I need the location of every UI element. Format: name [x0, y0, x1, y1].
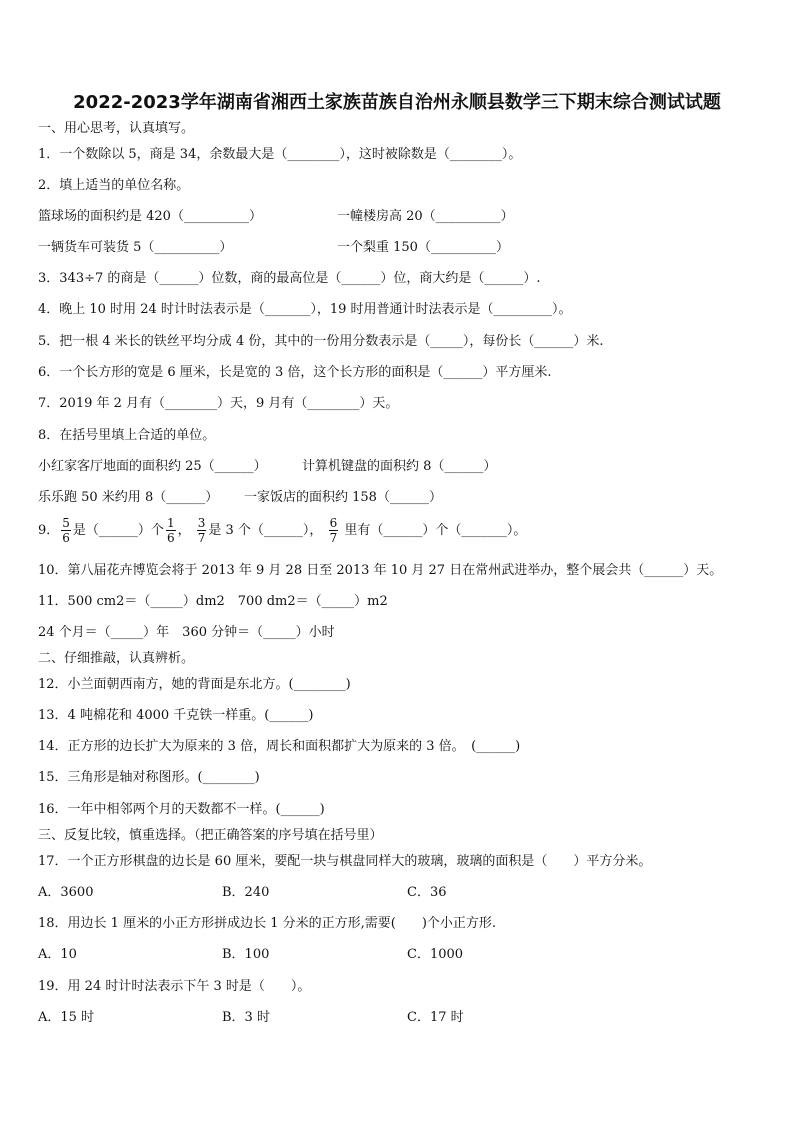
- section-1-heading: 一、用心思考，认真填写。: [38, 121, 195, 136]
- question-18: 18．用边长 1 厘米的小正方形拼成边长 1 分米的正方形,需要( )个小正方形.: [38, 916, 497, 931]
- fraction-5-6: $\frac{5}{6}$: [62, 516, 70, 545]
- question-8d: 一家饭店的面积约 158（______）: [244, 490, 442, 505]
- question-19-option-a: A．15 时: [38, 1010, 95, 1025]
- question-17: 17．一个正方形棋盘的边长是 60 厘米，要配一块与棋盘同样大的玻璃，玻璃的面积是（ ）平方分米。: [38, 854, 652, 869]
- question-19-option-b: B．3 时: [222, 1010, 270, 1025]
- question-2: 2．填上适当的单位名称。: [38, 178, 190, 193]
- question-9: 9． $\frac{5}{6}$ 是（______）个 $\frac{1}{6}$ ， $\frac{3}{7}$ 是 3 个（______）， $\frac{6}{7}$ 里有（______）个（_______）。: [38, 516, 527, 545]
- question-9-prefix: 9．: [38, 523, 60, 538]
- question-2a: 篮球场的面积约是 420（__________）: [38, 209, 262, 224]
- question-14: 14．正方形的边长扩大为原来的 3 倍，周长和面积都扩大为原来的 3 倍。 (______): [38, 739, 521, 754]
- section-2-heading: 二、仔细推敲，认真辨析。: [38, 651, 195, 666]
- question-15: 15．三角形是轴对称图形。(________): [38, 770, 260, 785]
- question-2c: 一辆货车可装货 5（__________）: [38, 240, 233, 255]
- question-18-option-b: B．100: [222, 947, 270, 962]
- question-16: 16．一年中相邻两个月的天数都不一样。(______): [38, 802, 325, 817]
- question-17-option-b: B．240: [222, 885, 270, 900]
- question-1: 1．一个数除以 5，商是 34，余数最大是（________），这时被除数是（________）。: [38, 147, 522, 162]
- question-12: 12．小兰面朝西南方，她的背面是东北方。(________): [38, 677, 351, 692]
- question-8b: 计算机键盘的面积约 8（______）: [302, 459, 497, 474]
- question-5: 5．把一根 4 米长的铁丝平均分成 4 份，其中的一份用分数表示是（_____），每份长（______）米.: [38, 334, 604, 349]
- page-title: 2022-2023学年湖南省湘西土家族苗族自治州永顺县数学三下期末综合测试试题: [73, 92, 721, 113]
- question-11b: 24 个月＝（_____）年 360 分钟＝（_____）小时: [38, 625, 335, 640]
- question-4: 4．晚上 10 时用 24 时计时法表示是（_______），19 时用普通计时法表示是（_________）。: [38, 302, 572, 317]
- fraction-6-7: $\frac{6}{7}$: [329, 516, 338, 545]
- question-7: 7．2019 年 2 月有（________）天，9 月有（________）天。: [38, 396, 399, 411]
- fraction-3-7: $\frac{3}{7}$: [197, 516, 206, 545]
- question-11a: 11．500 cm2＝（_____）dm2 700 dm2＝（_____）m2: [38, 594, 388, 609]
- section-3-heading: 三、反复比较，慎重选择。（把正确答案的序号填在括号里）: [38, 828, 383, 843]
- question-2d: 一个梨重 150（__________）: [337, 240, 509, 255]
- question-18-option-a: A．10: [38, 947, 77, 962]
- question-17-option-c: C．36: [407, 885, 447, 900]
- question-8c: 乐乐跑 50 米约用 8（______）: [38, 490, 219, 505]
- question-13: 13．4 吨棉花和 4000 千克铁一样重。(______): [38, 708, 314, 723]
- question-19-option-c: C．17 时: [407, 1010, 464, 1025]
- question-2b: 一幢楼房高 20（__________）: [337, 209, 514, 224]
- question-18-option-c: C．1000: [407, 947, 464, 962]
- question-8a: 小红家客厅地面的面积约 25（______）: [38, 459, 267, 474]
- fraction-1-6: $\frac{1}{6}$: [166, 516, 175, 545]
- question-19: 19．用 24 时计时法表示下午 3 时是（ ）。: [38, 979, 311, 994]
- question-10: 10．第八届花卉博览会将于 2013 年 9 月 28 日至 2013 年 10 月 27 日在常州武进举办，整个展会共（______）天。: [38, 563, 723, 578]
- question-8: 8．在括号里填上合适的单位。: [38, 428, 216, 443]
- question-6: 6．一个长方形的宽是 6 厘米，长是宽的 3 倍，这个长方形的面积是（______）平方厘米.: [38, 365, 552, 380]
- question-3: 3．343÷7 的商是（______）位数，商的最高位是（______）位，商大约是（______）.: [38, 271, 541, 286]
- question-17-option-a: A．3600: [38, 885, 94, 900]
